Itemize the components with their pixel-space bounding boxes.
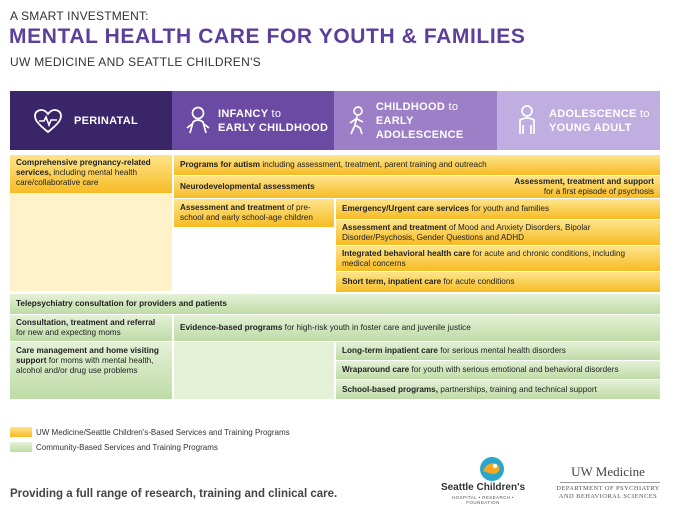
page-title: MENTAL HEALTH CARE FOR YOUTH & FAMILIES (9, 25, 526, 48)
page-subtitle: UW MEDICINE AND SEATTLE CHILDREN'S (10, 55, 261, 69)
service-evidence-based: Evidence-based programs for high-risk youth in foster care and juvenile justice (174, 315, 660, 341)
legend-swatch-uw (10, 427, 32, 437)
stage-infancy (172, 91, 334, 150)
stage-label: CHILDHOOD to EARLY ADOLESCENCE (375, 100, 464, 141)
uw-department: DEPARTMENT OF PSYCHIATRY AND BEHAVIORAL SCIENCES (556, 485, 660, 500)
service-school-based: School-based programs, partnerships, training and technical support (336, 380, 660, 399)
service-wraparound: Wraparound care for youth with serious emotional and behavioral disorders (336, 361, 660, 379)
service-integrated-behavioral: Integrated behavioral health care for acute and chronic conditions, including medical concerns (336, 246, 660, 271)
seattle-childrens-tagline: HOSPITAL • RESEARCH • FOUNDATION (451, 495, 515, 505)
child-walking-icon (338, 106, 376, 136)
service-mood-anxiety: Assessment and treatment of Mood and Anxiety Disorders, Bipolar Disorder/Psychosis, Gender Questions and ADHD (336, 220, 660, 245)
service-perinatal-care-text: Comprehensive pregnancy-related services, including mental health care/collaborative care (16, 158, 151, 187)
service-long-term-inpatient: Long-term inpatient care for serious mental health disorders (336, 342, 660, 360)
stage-childhood (334, 91, 497, 150)
footer-tagline: Providing a full range of research, training and clinical care. (10, 488, 338, 500)
empty-green-cell (174, 342, 334, 399)
uw-divider (560, 482, 660, 483)
stage-label: PERINATAL (74, 114, 139, 127)
service-autism: Programs for autism including assessment, treatment, parent training and outreach (174, 155, 660, 175)
seattle-childrens-name: Seattle Children's (440, 482, 526, 493)
uw-medicine-logo: UW Medicine (571, 464, 645, 479)
legend-swatch-community (10, 442, 32, 452)
seattle-childrens-logo-icon (455, 456, 529, 500)
baby-icon (178, 106, 218, 136)
stage-label: ADOLESCENCE to YOUNG ADULT (549, 107, 650, 134)
young-adult-icon (507, 105, 547, 137)
stage-perinatal (10, 91, 172, 150)
service-emergency-care: Emergency/Urgent care services for youth and families (336, 199, 660, 219)
stage-adolescence (497, 91, 660, 150)
service-consultation-moms: Consultation, treatment and referral for new and expecting moms (10, 315, 172, 341)
service-care-management: Care management and home visiting support for moms with mental health, alcohol and/or drug use problems (10, 342, 172, 399)
stage-label: INFANCY to EARLY CHILDHOOD (218, 107, 329, 134)
service-neurodevelopmental: Neurodevelopmental assessments (174, 176, 660, 198)
service-first-episode-psychosis: Assessment, treatment and support for a first episode of psychosis (514, 177, 654, 196)
service-telepsychiatry: Telepsychiatry consultation for providers and patients (10, 294, 660, 314)
service-short-term-inpatient: Short term, inpatient care for acute conditions (336, 272, 660, 292)
pretitle: A SMART INVESTMENT: (10, 9, 149, 23)
legend-label-uw: UW Medicine/Seattle Children's-Based Services and Training Programs (36, 428, 290, 437)
legend-label-community: Community-Based Services and Training Programs (36, 443, 218, 452)
heart-pulse-icon (28, 108, 68, 134)
service-preschool-assessment: Assessment and treatment of pre-school and early school-age children (174, 199, 334, 227)
